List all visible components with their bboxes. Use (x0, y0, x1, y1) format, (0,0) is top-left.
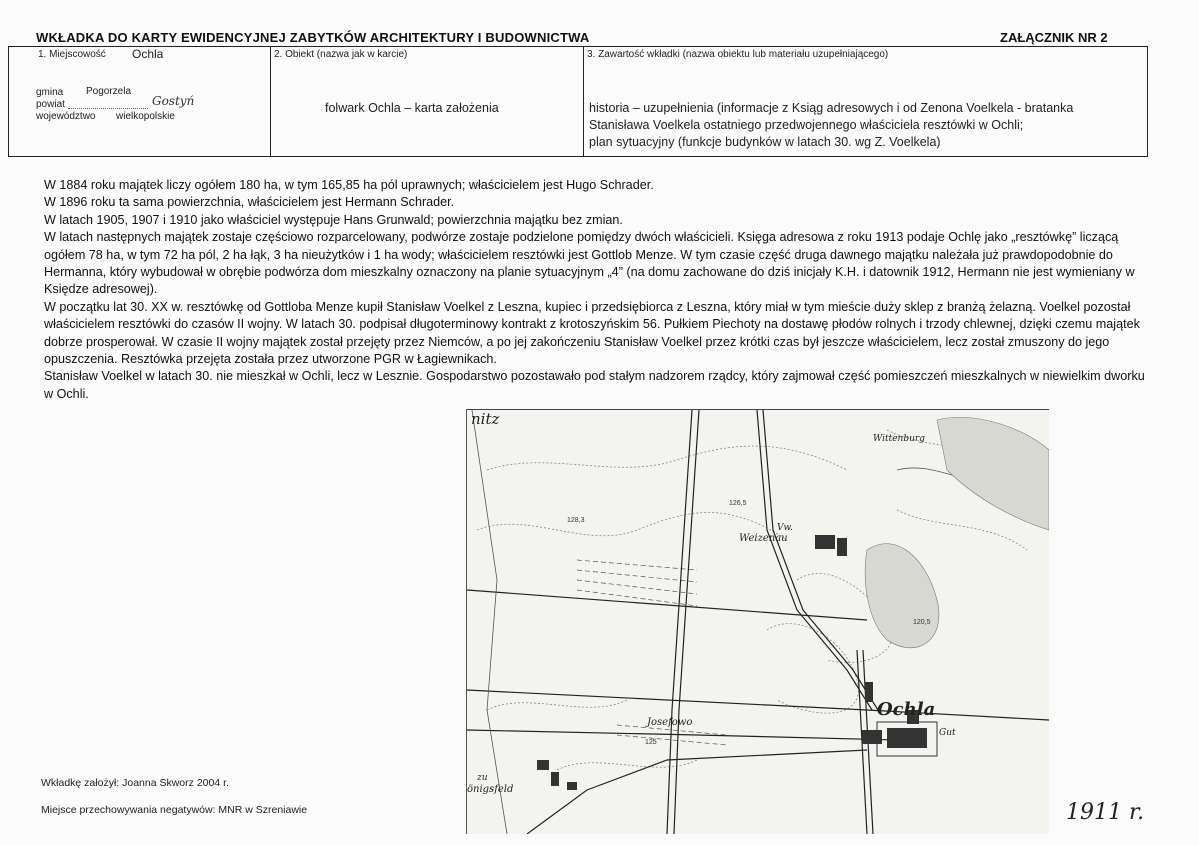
document-title: WKŁADKA DO KARTY EWIDENCYJNEJ ZABYTKÓW ARCHITEKTURY I BUDOWNICTWA (36, 30, 590, 45)
historic-map (466, 409, 1049, 834)
wojewodztwo-value: wielkopolskie (116, 111, 175, 122)
powiat-handwritten: Gostyń (152, 94, 195, 108)
content-line-1: historia – uzupełnienia (informacje z Ksiąg adresowych i od Zenona Voelkela - bratanka (589, 101, 1074, 115)
powiat-label: powiat (36, 99, 65, 110)
negatives-location: Miejsce przechowywania negatywów: MNR w Szreniawie (41, 804, 308, 816)
paragraph: W początku lat 30. XX w. resztówkę od Gottloba Menze kupił Stanisław Voelkel z Leszna, kupiec i przedsiębiorca z Leszna, który miał w tym mieście duży sklep z branżą żelazną. Voelkel pozostał właścicielem resztówki do czasów II wojny. W latach 30. podpisał długoterminowy kontrakt z krotoszyńskim 56. Pułkiem Piechoty na dostawę płodów rolnych i trzody chlewnej, dzięki czemu majątek dobrze prosperował. W czasie II wojny majątek został przejęty przez Niemców, a po jej zakończeniu Stanisław Voelkel przez krótki czas był jeszcze właścicielem, lecz został zmuszony do jego opuszczenia. Resztówka przejęta została przez utworzone PGR w Łagiewnikach. (44, 299, 1140, 367)
section2-label: 2. Obiekt (nazwa jak w karcie) (274, 49, 408, 60)
map-year-handwritten: 1911 r. (1066, 800, 1145, 825)
content-line-2: Stanisława Voelkela ostatniego przedwojennego właściciela resztówki w Ochli; (589, 118, 1024, 132)
map-height-3: 120,5 (913, 619, 931, 626)
object-name: folwark Ochla – karta założenia (325, 101, 499, 115)
gmina-value: Pogorzela (86, 86, 132, 97)
place-value: Ochla (132, 47, 164, 61)
content-line-3: plan sytuacyjny (funkcje budynków w latach 30. wg Z. Voelkela) (589, 135, 941, 149)
history-text (44, 177, 1154, 403)
map-height-1: 126,5 (729, 500, 747, 507)
powiat-dotted-line (68, 108, 148, 109)
form-divider-1 (270, 46, 271, 157)
paragraph: W latach następnych majątek zostaje częściowo rozparcelowany, podwórze zostaje podzielone pomiędzy dwóch właścicieli. Księga adresowa z roku 1913 podaje Ochlę jako „resztówkę” liczącą ogółem 78 ha, w tym 72 ha pól, 2 ha łąk, 3 ha nieużytków i 1 ha wody; właścicielem resztówki jest Gottlob Menze. W tym czasie część druga dawnego majątku należała już prawdopodobnie do Hermanna, który wybudował w obrębie podwórza dom mieszkalny oznaczony na planie sytuacyjnym „4” (na domu zachowane do dziś inicjały K.H. i datownik 1912, Hermann nie jest wymieniany w Księdze adresowej). (44, 230, 1135, 297)
map-height-4: 125 (645, 739, 657, 746)
map-label-wittenburg: Wittenburg (873, 434, 925, 444)
annex-number: ZAŁĄCZNIK NR 2 (1000, 30, 1108, 45)
paragraph: W latach 1905, 1907 i 1910 jako właściciel występuje Hans Grunwald; powierzchnia majątku bez zmian. (44, 212, 623, 227)
section1-label: 1. Miejscowość (38, 49, 106, 60)
map-height-2: 128,3 (567, 517, 585, 524)
paragraph: Stanisław Voelkel w latach 30. nie mieszkał w Ochli, lecz w Lesznie. Gospodarstwo pozostawało pod stałym nadzorem rządcy, który zajmował część pomieszczeń mieszkalnych w niewielkim dworku w Ochli. (44, 369, 1145, 401)
paragraph: W 1896 roku ta sama powierzchnia, właścicielem jest Hermann Schrader. (44, 195, 455, 210)
form-bottom-border (8, 156, 1148, 157)
map-drawing (467, 410, 1049, 834)
form-top-border (8, 46, 1148, 47)
gmina-label: gmina (36, 87, 64, 98)
map-label-nitz: nitz (471, 410, 500, 428)
map-label-josefowo: Josefowo (647, 717, 693, 728)
form-left-border (8, 46, 9, 157)
map-label-gut: Gut (939, 728, 956, 738)
paragraph: W 1884 roku majątek liczy ogółem 180 ha, w tym 165,85 ha pól uprawnych; właścicielem jest Hugo Schrader. (44, 178, 654, 192)
map-label-zu: zu (477, 773, 488, 783)
map-label-ochla: Ochla (877, 699, 936, 720)
map-label-konigsfeld: önigsfeld (467, 784, 514, 795)
wojewodztwo-label: województwo (36, 111, 96, 122)
map-label-vw: Vw. (777, 523, 793, 533)
section3-label: 3. Zawartość wkładki (nazwa obiektu lub materiału uzupełniającego) (587, 49, 889, 60)
map-label-weizenau: Weizenau (739, 533, 788, 544)
form-divider-2 (583, 46, 584, 157)
form-right-border (1147, 46, 1148, 157)
author-note: Wkładkę założył: Joanna Skworz 2004 r. (41, 777, 229, 789)
